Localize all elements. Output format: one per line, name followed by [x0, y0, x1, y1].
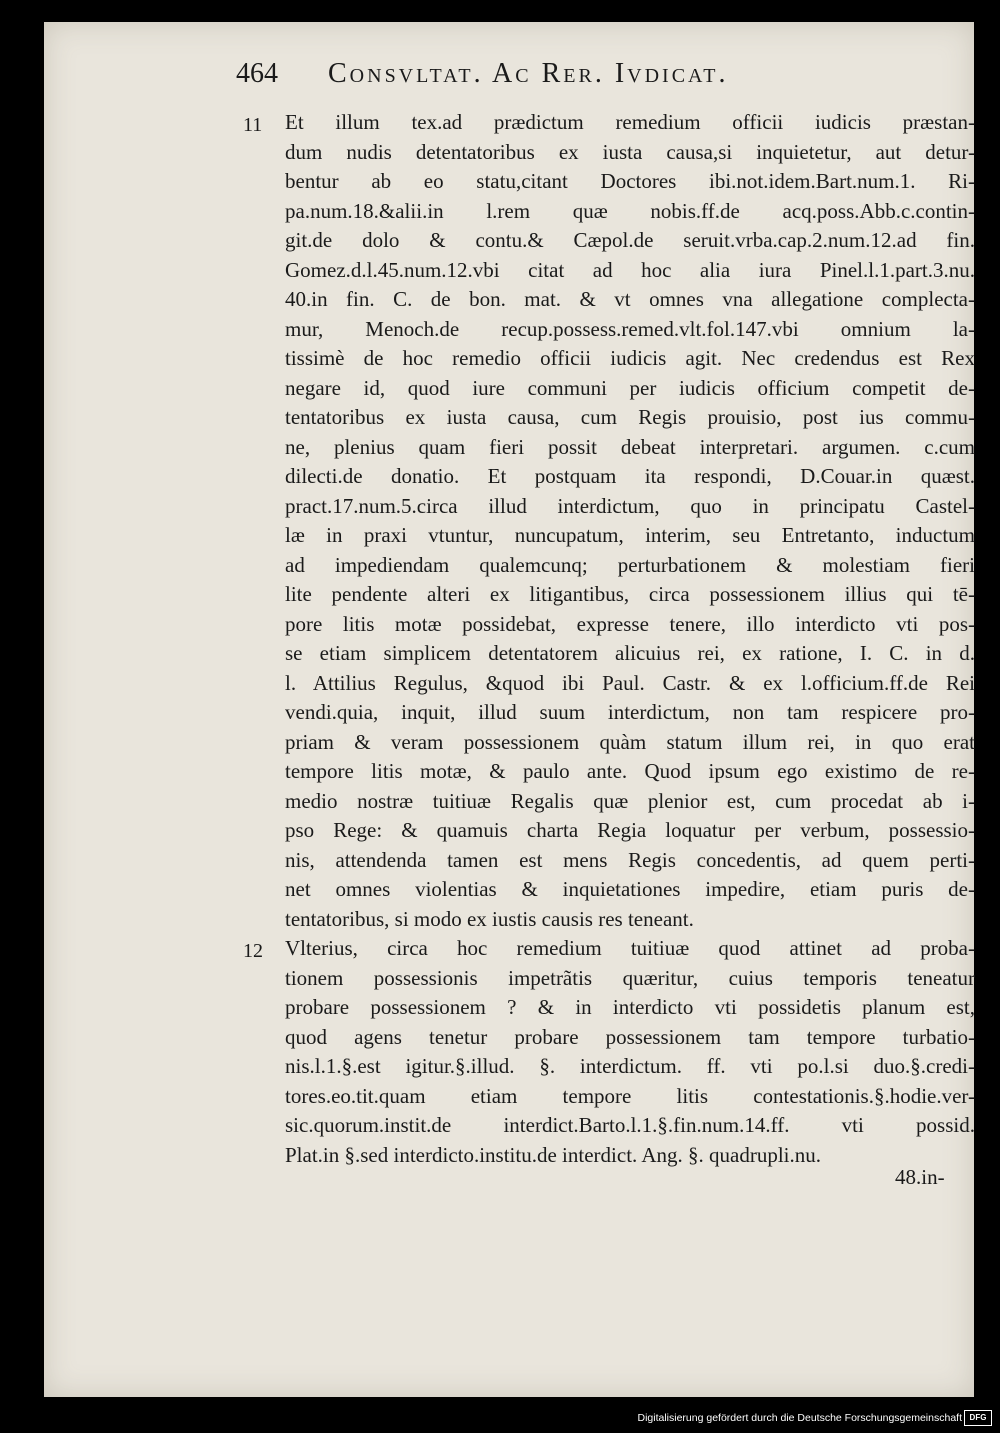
text-line: quod agens tenetur probare possessionem tam tempore turbatio-: [285, 1024, 975, 1049]
text-line: tissimè de hoc remedio officii iudicis agit. Nec credendus est Rex: [285, 346, 975, 370]
text-line: Gomez.d.l.45.num.12.vbi citat ad hoc alia iura Pinel.l.1.part.3.nu.: [285, 257, 975, 282]
body-text: [285, 108, 975, 1170]
dfg-logo: DFG: [964, 1410, 992, 1426]
text-line: ne, plenius quam fieri possit debeat interpretari. argumen. c.cum: [285, 434, 975, 459]
text-line: sic.quorum.instit.de interdict.Barto.l.1.§.fin.num.14.ff. vti possid.: [285, 1113, 975, 1137]
footer-bar: [0, 1404, 1000, 1433]
text-line: ad impediendam qualemcunq; perturbationem & molestiam fieri: [285, 552, 975, 577]
text-line: net omnes violentias & inquietationes impedire, etiam puris de-: [285, 877, 975, 901]
text-line: l. Attilius Regulus, &quod ibi Paul. Castr. & ex l.officium.ff.de Rei: [285, 670, 975, 695]
footer-credit: Digitalisierung gefördert durch die Deutsche Forschungsgemeinschaft: [637, 1412, 962, 1424]
text-line: pract.17.num.5.circa illud interdictum, quo in principatu Castel-: [285, 493, 975, 518]
text-line: Plat.in §.sed interdicto.institu.de interdict. Ang. §. quadrupli.nu.: [285, 1142, 822, 1167]
text-line: 40.in fin. C. de bon. mat. & vt omnes vna allegatione complecta-: [285, 287, 975, 311]
text-line: pa.num.18.&alii.in l.rem quæ nobis.ff.de acq.poss.Abb.c.contin-: [285, 198, 975, 223]
page-number: 464: [236, 58, 278, 89]
text-line: mur, Menoch.de recup.possess.remed.vlt.fol.147.vbi omnium la-: [285, 316, 975, 341]
text-line: tentatoribus, si modo ex iustis causis res teneant.: [285, 906, 694, 931]
running-head: [236, 58, 896, 98]
text-line: dilecti.de donatio. Et postquam ita respondi, D.Couar.in quæst.: [285, 464, 975, 488]
text-line: pore litis motæ possidebat, expresse tenere, illo interdicto vti pos-: [285, 611, 975, 636]
text-line: Vlterius, circa hoc remedium tuitiuæ quod attinet ad proba-: [285, 936, 975, 960]
text-line: negare id, quod iure communi per iudicis officium competit de-: [285, 375, 975, 400]
text-line: læ in praxi vtuntur, nuncupatum, interim, seu Entretanto, inductum: [285, 523, 975, 547]
paragraph-number-12: 12: [243, 940, 263, 962]
text-line: lite pendente alteri ex litigantibus, circa possessionem illius qui tē-: [285, 582, 975, 606]
text-line: tores.eo.tit.quam etiam tempore litis contestationis.§.hodie.ver-: [285, 1083, 975, 1108]
text-line: priam & veram possessionem quàm statum illum rei, in quo erat: [285, 729, 975, 754]
text-line: dum nudis detentatoribus ex iusta causa,si inquietetur, aut detur-: [285, 139, 975, 164]
text-line: tentatoribus ex iusta causa, cum Regis prouisio, post ius commu-: [285, 405, 975, 429]
text-line: nis, attendenda tamen est mens Regis concedentis, ad quem perti-: [285, 847, 975, 872]
running-title: Consvltat. Ac Rer. Ivdicat.: [328, 58, 729, 89]
text-line: medio nostræ tuitiuæ Regalis quæ plenior est, cum procedat ab i-: [285, 788, 975, 813]
text-line: probare possessionem ? & in interdicto vti possidetis planum est,: [285, 995, 975, 1019]
text-line: nis.l.1.§.est igitur.§.illud. §. interdictum. ff. vti po.l.si duo.§.credi-: [285, 1054, 975, 1078]
text-line: se etiam simplicem detentatorem alicuius rei, ex ratione, I. C. in d.: [285, 641, 975, 665]
text-line: git.de dolo & contu.& Cæpol.de seruit.vrba.cap.2.num.12.ad fin.: [285, 228, 975, 252]
text-line: pso Rege: & quamuis charta Regia loquatur per verbum, possessio-: [285, 818, 975, 842]
paragraph-number-11: 11: [243, 114, 263, 136]
text-line: Et illum tex.ad prædictum remedium officii iudicis præstan-: [285, 110, 975, 134]
text-line: tempore litis motæ, & paulo ante. Quod ipsum ego existimo de re-: [285, 759, 975, 783]
text-line: vendi.quia, inquit, illud suum interdictum, non tam respicere pro-: [285, 700, 975, 724]
catchword: 48.in-: [895, 1165, 945, 1189]
text-line: bentur ab eo statu,citant Doctores ibi.not.idem.Bart.num.1. Ri-: [285, 169, 975, 193]
text-line: tionem possessionis impetrãtis quæritur, cuius temporis teneatur: [285, 965, 975, 990]
